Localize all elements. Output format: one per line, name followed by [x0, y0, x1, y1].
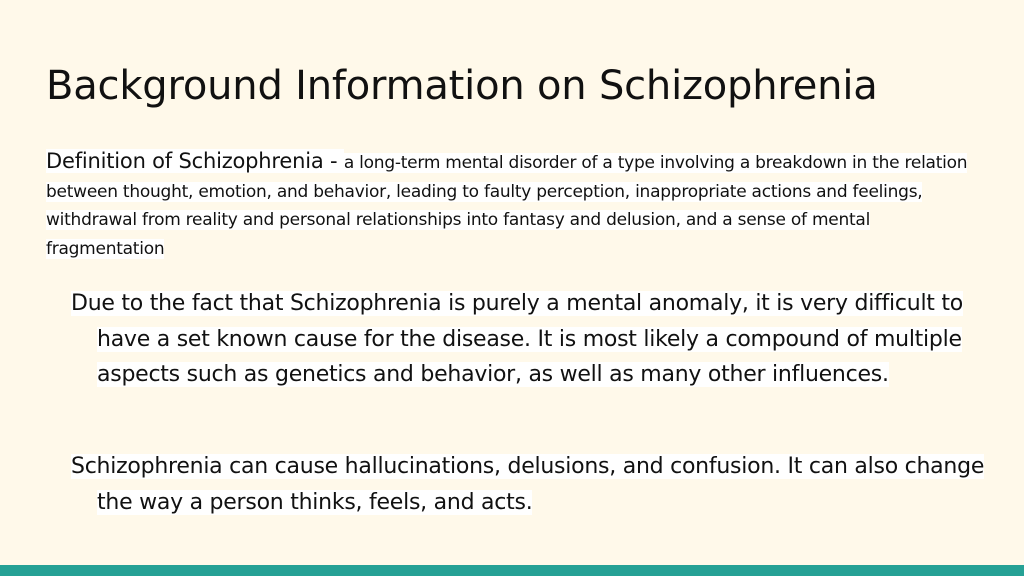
bottom-accent-bar [0, 565, 1024, 576]
definition-block [46, 148, 986, 263]
paragraph-symptoms-text: Schizophrenia can cause hallucinations, delusions, and confusion. It can also change the way a person thinks, feels, and acts. [71, 454, 985, 515]
paragraph-causes-text: Due to the fact that Schizophrenia is purely a mental anomaly, it is very difficult to have a set known cause for the disease. It is most likely a compound of multiple aspects such as genetics and behavior, as well as many other influences. [71, 291, 964, 387]
definition-term: Definition of Schizophrenia - [46, 149, 344, 173]
definition-text: a long-term mental disorder of a type involving a breakdown in the relation between thought, emotion, and behavior, leading to faulty perception, inappropriate actions and feelings, withdrawal from reality and personal relationships into fantasy and delusion, and a sense of mental fragmentation [46, 153, 968, 259]
paragraph-causes [71, 286, 997, 393]
paragraph-symptoms [71, 449, 997, 520]
slide-title: Background Information on Schizophrenia [46, 63, 878, 109]
